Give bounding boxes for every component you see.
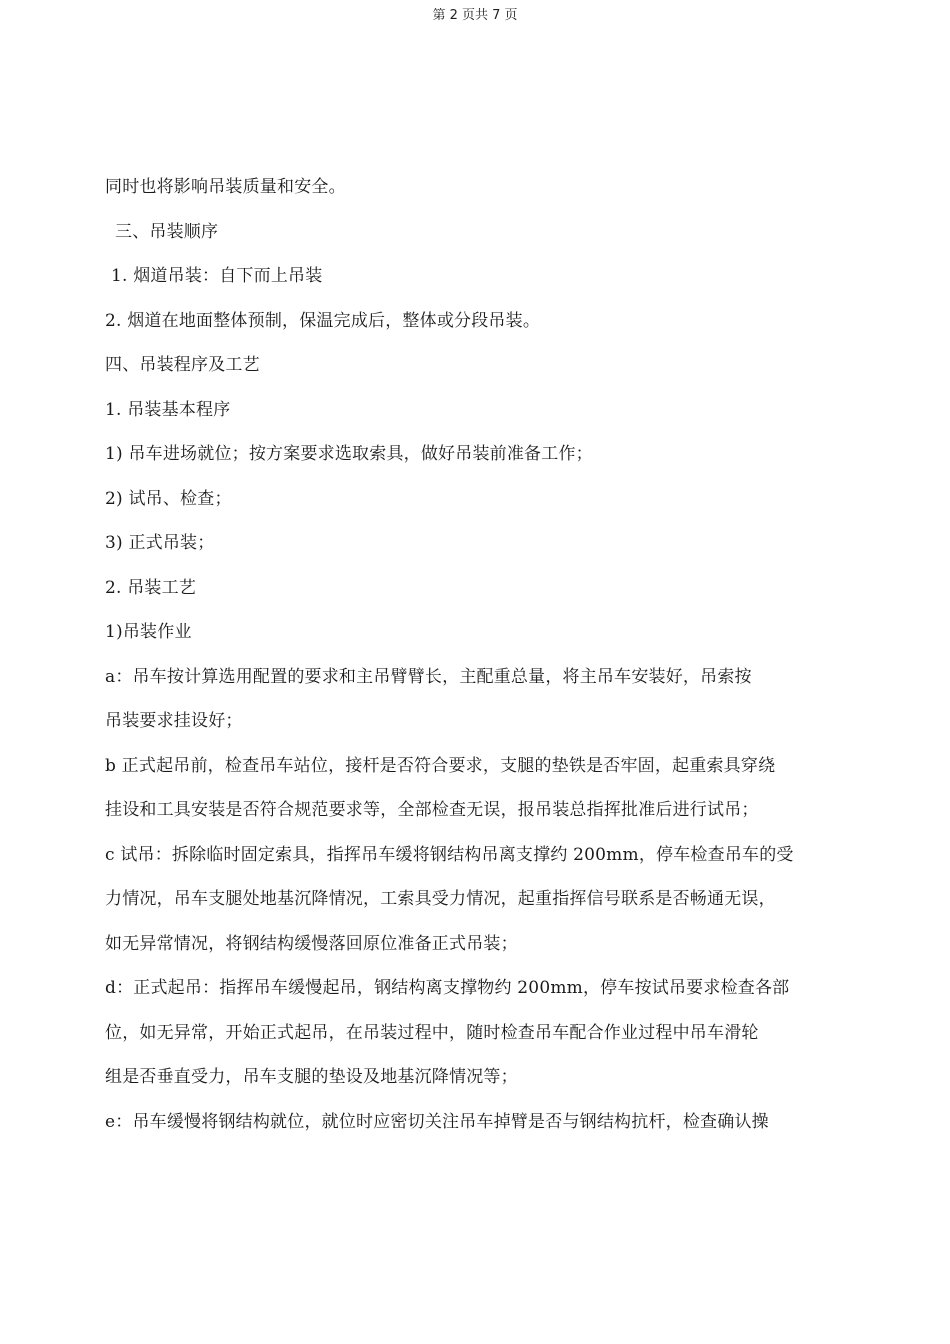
subsection-heading: 1)吊装作业: [105, 622, 192, 642]
paragraph-line: b 正式起吊前，检查吊车站位，接杆是否符合要求，支腿的垫铁是否牢固，起重索具穿绕: [105, 755, 776, 776]
subsection-heading: 1. 吊装基本程序: [105, 399, 231, 420]
paragraph-line: 力情况，吊车支腿处地基沉降情况，工索具受力情况，起重指挥信号联系是否畅通无误，: [105, 889, 776, 909]
paragraph-line: e：吊车缓慢将钢结构就位，就位时应密切关注吊车掉臂是否与钢结构抗杆，检查确认操: [105, 1111, 769, 1132]
paragraph-line: 组是否垂直受力，吊车支腿的垫设及地基沉降情况等；: [105, 1067, 518, 1087]
paragraph-line: 挂设和工具安装是否符合规范要求等，全部检查无误，报吊装总指挥批准后进行试吊；: [105, 800, 759, 820]
paragraph-line: a：吊车按计算选用配置的要求和主吊臂臂长，主配重总量，将主吊车安装好，吊索按: [105, 666, 752, 687]
list-item: 3) 正式吊装；: [105, 533, 215, 553]
page-indicator: 第 2 页共 7 页: [432, 8, 518, 23]
paragraph-line: 位，如无异常，开始正式起吊，在吊装过程中，随时检查吊车配合作业过程中吊车滑轮: [105, 1022, 759, 1043]
paragraph-line: d：正式起吊：指挥吊车缓慢起吊，钢结构离支撑物约 200mm，停车按试吊要求检查各部: [105, 978, 790, 998]
list-item: 2) 试吊、检查；: [105, 488, 232, 509]
document-body: [105, 172, 850, 1151]
paragraph-line: 如无异常情况，将钢结构缓慢落回原位准备正式吊装；: [105, 933, 518, 954]
list-item: 1. 烟道吊装：自下而上吊装: [111, 266, 323, 286]
paragraph-line: 吊装要求挂设好；: [105, 711, 243, 731]
paragraph-line: 同时也将影响吊装质量和安全。: [105, 177, 346, 197]
paragraph-line: c 试吊：拆除临时固定索具，指挥吊车缓将钢结构吊离支撑约 200mm，停车检查吊车的受: [105, 844, 794, 865]
list-item: 2. 烟道在地面整体预制，保温完成后，整体或分段吊装。: [105, 310, 541, 331]
section-heading: 三、吊装顺序: [115, 221, 219, 242]
subsection-heading: 2. 吊装工艺: [105, 577, 197, 598]
list-item: 1) 吊车进场就位；按方案要求选取索具，做好吊装前准备工作；: [105, 444, 593, 464]
section-heading: 四、吊装程序及工艺: [105, 355, 260, 375]
